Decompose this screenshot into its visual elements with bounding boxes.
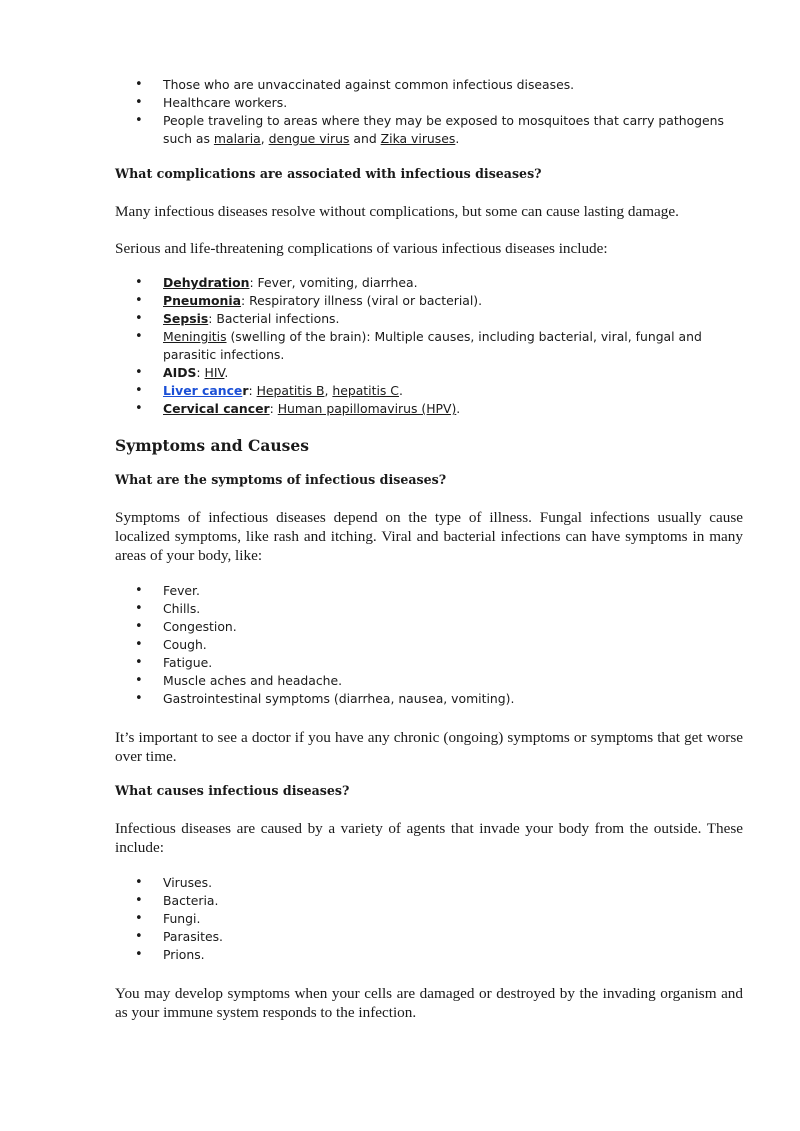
list-item [115,310,743,328]
list-item [115,690,743,708]
separator-text: . [456,401,461,416]
separator-text: : [269,401,278,416]
list-item [115,94,743,112]
list-item-text: Fungi. [163,911,201,926]
list-item [115,672,743,690]
list-item [115,582,743,600]
cervical-cancer-link[interactable]: Cervical cancer [163,401,270,416]
aids-term: AIDS [163,365,197,380]
list-item-text: Those who are unvaccinated against common infectious diseases. [163,77,575,92]
list-item-text: Fever. [163,583,200,598]
separator-text: . [398,383,403,398]
symptoms-causes-heading: Symptoms and Causes [115,436,309,455]
separator-text: : [248,383,257,398]
risk-factor-list [115,76,743,148]
list-item [115,618,743,636]
separator-text: and [349,131,381,146]
list-item-text: Viruses. [163,875,213,890]
list-item-text: Fatigue. [163,655,213,670]
list-item-text: Prions. [163,947,205,962]
list-item [115,400,743,418]
malaria-link[interactable]: malaria [213,131,261,146]
list-item [115,928,743,946]
list-item-text: Cough. [163,637,207,652]
symptoms-note: It’s important to see a doctor if you have any chronic (ongoing) symptoms or symptoms that get worse over time. [115,729,743,765]
list-item [115,600,743,618]
zika-viruses-link[interactable]: Zika viruses [380,131,456,146]
list-item [115,636,743,654]
list-item-text: Gastrointestinal symptoms (diarrhea, nausea, vomiting). [163,691,515,706]
list-item-text: Muscle aches and headache. [163,673,343,688]
dehydration-link[interactable]: Dehydration [163,275,250,290]
complications-heading: What complications are associated with infectious diseases? [115,166,542,181]
hepatitis-b-link[interactable]: Hepatitis B [256,383,325,398]
list-item [115,364,743,382]
list-item [115,112,743,148]
hpv-link[interactable]: Human papillomavirus (HPV) [277,401,457,416]
meningitis-link[interactable]: Meningitis [163,329,227,344]
symptoms-subheading: What are the symptoms of infectious diseases? [115,472,447,487]
list-item [115,654,743,672]
separator-text: . [455,131,460,146]
list-item [115,292,743,310]
list-item [115,382,743,400]
hiv-link[interactable]: HIV [204,365,225,380]
causes-conclusion: You may develop symptoms when your cells are damaged or destroyed by the invading organism and as your immune system responds to the infection. [115,985,743,1021]
causes-intro: Infectious diseases are caused by a variety of agents that invade your body from the outside. These include: [115,820,743,856]
hepatitis-c-link[interactable]: hepatitis C [332,383,399,398]
symptoms-intro: Symptoms of infectious diseases depend on the type of illness. Fungal infections usually cause localized symptoms, like rash and itching. Viral and bacterial infections can have symptoms in many areas of your body, like: [115,509,743,564]
list-item-text: Parasites. [163,929,223,944]
complications-intro: Many infectious diseases resolve without complications, but some can cause lasting damage. [115,203,679,220]
list-item-text: Healthcare workers. [163,95,288,110]
list-item-text: : Respiratory illness (viral or bacterial). [240,293,483,308]
list-item [115,328,743,364]
complications-list [115,274,743,418]
separator-text: : [196,365,205,380]
symptoms-list [115,582,743,708]
list-item [115,274,743,292]
list-item-text: Congestion. [163,619,237,634]
separator-text: . [224,365,229,380]
list-item [115,76,743,94]
list-item-text: : Fever, vomiting, diarrhea. [249,275,418,290]
document-page [115,76,743,1022]
list-item [115,892,743,910]
list-item [115,946,743,964]
complications-lead: Serious and life-threatening complications of various infectious diseases include: [115,240,608,257]
liver-cancer-term-end: r [242,383,249,398]
list-item-text: Chills. [163,601,201,616]
list-item-text: People traveling to areas where they may be exposed to mosquitoes that carry pathogens such as [163,113,724,146]
list-item-text: Bacteria. [163,893,219,908]
sepsis-link[interactable]: Sepsis [163,311,209,326]
separator-text: , [324,383,333,398]
list-item [115,910,743,928]
pneumonia-link[interactable]: Pneumonia [163,293,241,308]
separator-text: , [260,131,269,146]
causes-list [115,874,743,964]
list-item [115,874,743,892]
list-item-text: (swelling of the brain): Multiple causes, including bacterial, viral, fungal and parasitic infections. [163,329,702,362]
causes-heading: What causes infectious diseases? [115,783,350,798]
dengue-virus-link[interactable]: dengue virus [268,131,350,146]
list-item-text: : Bacterial infections. [208,311,340,326]
liver-cancer-link[interactable]: Liver cance [163,383,243,398]
